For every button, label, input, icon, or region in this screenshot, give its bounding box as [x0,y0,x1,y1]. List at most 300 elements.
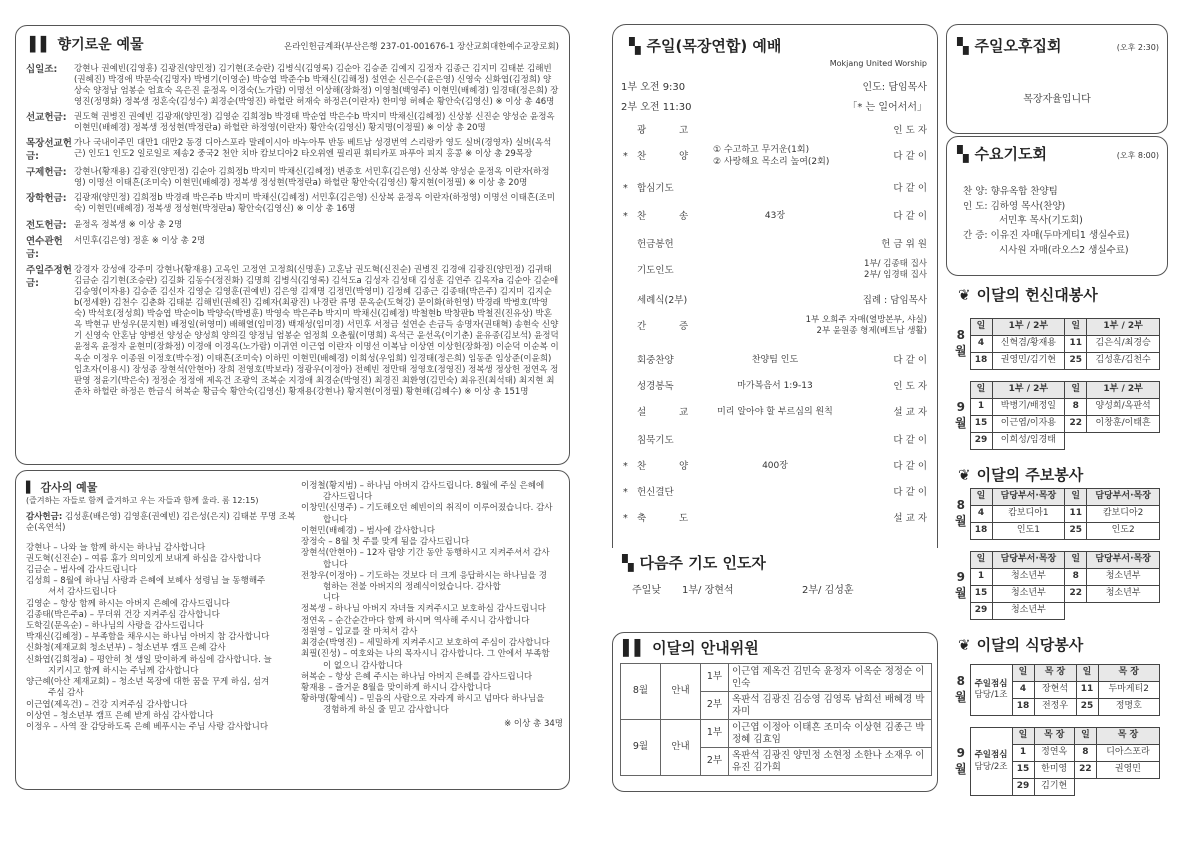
dining-title: ❦ 이달의 식당봉사 [958,636,1084,654]
program-leader: 다 같 이 [893,487,927,498]
name-cell: 청소년부 [992,603,1065,620]
thanks-line: 장정숙 – 8월 첫 주를 맞게 됨을 감사드립니다 [301,537,470,548]
standing-mark: * [623,183,628,194]
thanks-line: 이정철(황지범) – 하나님 아버지 감사드립니다. 8월에 주실 은혜에 [301,481,545,491]
thanks-line: 최경순(박영진) – 세밀하게 지켜주시고 보호하여 주심이 감사합니다 [301,638,550,649]
program-item: 세례식(2부) [637,295,688,306]
table-head-cell: 목 장 [1034,728,1074,745]
program-item-2: 양 [679,461,689,472]
program-row [621,355,929,371]
bars-icon: ▌ [26,481,35,494]
thanks-line: 합니다 [323,559,348,570]
program-item: 찬 [637,151,647,162]
thanks-line: 지키시고 함께 하시는 주님께 감사합니다 [48,665,199,676]
thanks-line: 전창우(이정아) – 기도하는 것보다 더 크게 응답하시는 하나님을 경 [301,570,547,581]
thanks-line: 황하명(황예식) – 믿음의 사람으로 자라게 하시고 넘마다 하나님을 [301,694,545,705]
day-cell: 15 [970,586,992,603]
usher-part: 2부 [701,748,729,776]
wednesday-section [946,136,1168,276]
offering-row [26,64,559,108]
dining-group-assign: 담당/2조 [974,761,1008,772]
thanks-line: 이근엽(제옥건) – 건강 지켜주심 감사합니다 [26,699,188,710]
program-leader: 집례 : 담임목사 [862,295,927,306]
table-head-cell: 1부 / 2부 [1087,382,1160,399]
worship-s2-note: 「* 는 일어서서」 [847,102,927,113]
program-item: 광 [637,125,647,136]
table-header [952,665,1160,682]
wednesday-line: 인 도: 김하영 목사(찬양) [963,200,1066,212]
thanks-line: 감사드립니다 [323,492,373,503]
bulletin-section [946,452,1168,628]
table-head-cell: 일 [970,382,992,399]
thanks-line: 니다 [323,593,340,604]
thanks-line: 신화청(제재교회 청소년부) – 청소년부 캠프 은혜 감사 [26,643,226,654]
program-row [621,145,929,167]
usher-names: 옥판석 김광진 김승영 김영록 남희선 배혜경 박자미 [729,692,932,720]
name-cell: 양성희/옥판석 [1087,399,1160,416]
offering-row-names: 강경자 강성애 강주미 강현나(황재용) 고옥인 고정연 고정희(신명훈) 고혼남 권도혁(신진순) 권병진 김경애 김광진(양민정) 김귀태 김금순 김기현(조승란) 김길화 김동수(정진화) 김명희 김병식(김영록) 김석도a 김성자 김성태 김성훈 김연주 김옥자a 김순아 김순애 김승영(이자용) 김승준 김신자 김영순 김영훈(권예빈) 김은영 김재명 김정민(박영미) 김정혜 김종근 김종태(박은주) 김지미 김지순b(정세환) 김천수 김춘화 김태분 김해빈(권혜진) 김혜자(최광진) 나경란 류명 문옥순(도혁강) 문이화(하헌영) 박경래 박병호(박영숙) 박석호(정성희) 박승엽 박순이b 박양숙(박병훈) 박영숙 박은주b 박지미 박채신(김혜정) 박철현b 박창판b 박철진(진유상) 박혼옥 박현규 반성우(문지현) 배정일(허영미) 배해열(임미경) 백재성(임미경) 서민후 서정금 설연순 손금득 송명자(권태혁) 송현숙 신양기 신영숙 안혼남 양병선 양성순 양성희 양의길 양정님 엄봉순 엄정희 오춘월(이명희) 옥석근 윤선옥(이기춘) 윤유종(김보석) 윤정덕 윤정옥 윤정자 윤현미(장화정) 이경애 이경옥(노가람) 이귀연 이근엽 이란자 이명선 이복남 이상연 이상헌(장화정) 이순덕 이순복 이옥순 이정우 이종원 이정호(박수정) 이태흔(조미숙) 이하민 이현민(배혜경) 이희성(우임희) 임경태(정은희) 임동준 임상준(이윤희) 임초자(이용시) 장성종 장현석(안현아) 장희 전영호(박보라) 정광우(이정아) 전혜빈 정만태 정영호(정영진) 정복생 정상헌 정연옥 정판영 정윤기(박은숙) 정정순 정정애 제옥건 조광익 조복순 지경애 최경순(박영진) 최경진 최환영(김민숙) 최유진(최석태) 최지현 최준차 하헐란 하정은 한금식 허복순 황금숙 황안숙(김영신) 황재용(강현나) 황지현(이정필) 황현해(김혜수) ※ 이상 총 151명 [74,265,559,397]
dedication-table-aug [952,318,1160,370]
day-cell: 18 [1012,699,1034,716]
offering-row-names: 가나 국내이주민 대만1 대만2 동경 디아스포라 말레이시아 바누아투 반동 베트남 성경번역 스리랑카 영도 실버(경영자) 실버(옥석근) 인도1 인도2 일로일로 제송2 중국2 천안 치바 캄보디아2 타오위엔 필리핀 휘티카포 파푸아 피지 홍콩 ※ 이상 총 29목장 [74,138,552,160]
day-cell: 25 [1065,353,1087,370]
offering-row-names: 강현나(황재용) 김광진(양민정) 김순아 김희정b 박지미 박채신(김혜정) 변종호 서민후(김은영) 신상복 양성순 윤정옥 이란자(하정영) 이명선 이태흔(조미숙) 이현민(배혜경) 정복생 정성현(박정란a) 하헐란 황안숙(김영신) 황지현(이정필) ※ 이상 총 20명 [74,167,550,189]
program-item: 합심기도 [637,183,674,194]
afternoon-title: ▚ 주일오후집회 [957,37,1062,55]
name-cell [1087,603,1160,620]
name-cell [1087,433,1160,450]
program-item: 헌금봉헌 [637,239,674,250]
thanks-line: 신화엽(김희정a) – 평안히 첫 생일 맞이하게 하심에 감사합니다. 늘 [26,654,272,665]
table-head-cell: 1부 / 2부 [992,382,1065,399]
offering-account: 온라인헌금계좌(부산은행 237-01-001676-1 장산교회대한예수교장로회) [284,42,559,52]
day-cell: 8 [1065,569,1087,586]
thanks-line: 셔서 감사드립니다 [48,587,117,598]
offering-row-label: 장학헌금: [26,193,67,205]
thanks-line: 황재용 – 즐거운 8월을 맞이하게 하시니 감사합니다 [301,682,492,693]
table-head-cell: 일 [1076,665,1098,682]
table-header [952,319,1160,336]
program-detail: ① 수고하고 무거운(1회) ② 사랑해요 목소리 높여(2회) [713,145,830,167]
usher-part: 1부 [701,720,729,748]
usher-part: 1부 [701,664,729,692]
table-head-cell: 1부 / 2부 [992,319,1065,336]
name-cell: 김은식/최경승 [1087,336,1160,353]
worship-s1-leader: 인도: 담임목사 [862,82,927,93]
table-head-cell: 일 [1065,382,1087,399]
thanks-line: 양근혜(아산 제재교회) – 청소년 목장에 대한 꿈을 꾸게 하심, 섬겨 [26,677,270,688]
table-head-cell: 일 [1065,319,1087,336]
standing-mark: * [623,513,628,524]
thanks-col-2 [301,481,563,730]
wednesday-line: 찬 양: 향유옥합 찬양팀 [963,186,1058,197]
usher-role: 안내 [661,720,701,776]
day-cell: 29 [1012,779,1034,796]
thanks-line: 이상연 – 청소년부 캠프 은혜 받게 하심 감사합니다 [26,710,214,721]
day-cell [1065,433,1087,450]
name-cell: 청소년부 [1087,586,1160,603]
name-cell: 권영민 [1096,762,1159,779]
standing-mark: * [623,211,628,222]
thanks-line: 도학길(문옥순) – 하나님의 사랑을 감사드립니다 [26,621,204,632]
pin-icon: ❦ [958,636,971,654]
program-detail: 400장 [762,461,788,471]
pin-icon: ❦ [958,466,971,484]
program-item-2: 송 [679,211,689,222]
usher-names: 옥판석 김광진 양민정 소현정 소한나 소재우 이유진 김가희 [729,748,932,776]
program-row [621,487,929,503]
day-cell: 18 [970,523,992,540]
standing-mark: * [623,151,628,162]
name-cell: 권영민/김기현 [992,353,1065,370]
dining-group-name: 주일점심 [974,678,1008,689]
program-leader: 1부/ 김종태 집사 2부/ 임경태 집사 [864,259,927,280]
dining-group-name: 주일점심 [974,750,1008,761]
next-prayer-label: 주일낮 [632,585,661,596]
worship-title: ▚ 주일(목장연합) 예배 [629,37,782,55]
offering-row-label: 연수관헌금: [26,236,63,260]
program-leader: 다 같 이 [893,183,927,194]
thanks-list-2 [301,481,563,717]
usher-part: 2부 [701,692,729,720]
program-row [621,407,929,423]
day-cell: 25 [1076,699,1098,716]
bars-icon: ▌▌ [30,37,52,53]
thanks-line: 김금순 – 범사에 감사드립니다 [26,564,137,575]
name-cell: 인도2 [1087,523,1160,540]
program-item: 기도인도 [637,265,674,276]
thanks-line: 김영순 – 항상 함께 하시는 아버지 은혜에 감사드립니다 [26,598,230,609]
program-leader: 헌 금 위 원 [881,239,927,250]
program-detail: 마가복음서 1:9-13 [737,381,813,391]
program-leader: 인 도 자 [893,381,927,392]
bullet-icon: ▚ [629,37,641,55]
program-leader: 1부 오희주 자매(열방본부, 샤실) 2부 윤원종 형제(베트남 생활) [805,315,927,336]
program-leader: 다 같 이 [893,461,927,472]
program-row [621,259,929,281]
day-cell: 15 [1012,762,1034,779]
program-detail: 43장 [764,211,786,221]
thanks-title: ▌ 감사의 예물 [26,481,98,494]
table-row [952,416,1160,433]
thanks-line: 김종태(박은주a) – 무더위 건강 지켜주심 감사합니다 [26,609,220,620]
dining-group-assign: 담당/1조 [974,690,1008,700]
pin-icon: ❦ [958,286,971,304]
program-row [621,435,929,451]
day-cell: 22 [1065,586,1087,603]
program-detail: 미리 알아야 할 부르심의 원칙 [717,407,833,417]
table-head-cell: 목 장 [1098,665,1160,682]
next-prayer-1: 1부/ 장현석 [682,585,734,596]
bulletin-table-aug [952,488,1160,540]
offering-row-names: 김광재(양민정) 김희정b 박경래 박은주b 박지미 박채신(김혜정) 서민후(김은영) 신상복 윤정옥 이란자(하정영) 이명선 이태흔(조미숙) 이현민(배혜경) 정복생 정성현(박정란a) 황안숙(김영신) ※ 이상 총 16명 [74,193,555,215]
afternoon-text: 목장자율입니다 [1023,94,1091,105]
dedication-section [946,276,1168,452]
day-cell [1074,779,1096,796]
table-header [952,728,1160,745]
program-leader: 다 같 이 [893,435,927,446]
day-cell: 15 [970,416,992,433]
thanks-line: 박재신(김혜정) – 부족함을 채우시는 하나님 아버지 참 감사합니다 [26,632,270,643]
table-head-cell: 일 [970,319,992,336]
offering-row [26,220,559,233]
table-head-cell: 목 장 [1034,665,1076,682]
table-head-cell: 일 [1074,728,1096,745]
next-prayer-title: ▚ 다음주 기도 인도자 [622,554,766,572]
thanks-line: 주심 감사 [48,688,84,699]
table-header [952,382,1160,399]
thanks-line: 정연옥 – 순간순간마다 함께 하시며 역사해 주시니 감사합니다 [301,615,530,626]
afternoon-section [946,24,1168,134]
program-item: 헌신결단 [637,487,674,498]
program-item-2: 양 [679,151,689,162]
month-label: 8월 [952,319,970,370]
thanks-line: 정원영 – 입교를 잘 마쳐서 감사 [301,626,418,637]
next-prayer-2: 2부/ 김성훈 [802,585,854,596]
worship-section [612,24,938,569]
day-cell: 4 [970,336,992,353]
table-row [952,603,1160,620]
program-item-2: 교 [679,407,689,418]
wednesday-line: 시사원 자매(라오스2 생실수료) [999,244,1129,256]
afternoon-time: (오후 2:30) [1116,43,1159,52]
thanks-list-1 [26,543,301,734]
usher-row [621,720,932,748]
name-cell: 신혁겸/황재용 [992,336,1065,353]
day-cell [1065,603,1087,620]
dining-group [970,665,1012,716]
thanks-line: 최필(진성) – 여호와는 나의 목자시니 감사합니다. 그 안에서 부족함 [301,649,550,660]
month-label: 8월 [952,665,970,716]
day-cell: 1 [1012,745,1034,762]
wednesday-line: 서민후 목사(기도회) [999,215,1083,227]
thanks-line: 험하는 전불 아버지의 정례식이었습니다. 감사합 [323,581,501,592]
program-item: 찬 [637,461,647,472]
worship-s2-time: 2부 오전 11:30 [621,102,692,113]
month-label: 8월 [952,489,970,540]
day-cell: 8 [1074,745,1096,762]
bullet-icon: ▚ [622,554,634,572]
name-cell: 이창훈/이태흔 [1087,416,1160,433]
thanks-section [15,470,570,790]
ushers-title: ▌▌ 이달의 안내위원 [623,639,759,657]
table-head-cell: 일 [970,489,992,506]
name-cell: 디아스포라 [1096,745,1159,762]
table-head-cell: 목 장 [1096,728,1159,745]
month-label: 9월 [952,552,970,620]
bulletin-table-sep [952,551,1160,620]
program-row [621,513,929,529]
name-cell: 장현석 [1034,682,1076,699]
thanks-line: 장현석(안현아) – 12자 람양 기간 동안 동행하시고 지켜주셔서 감사 [301,548,550,559]
program-row [621,315,929,337]
name-cell [1096,779,1159,796]
name-cell: 청소년부 [1087,569,1160,586]
bars-icon: ▌▌ [623,639,647,657]
usher-row [621,664,932,692]
program-item: 설 [637,407,647,418]
table-row [952,399,1160,416]
program-leader: 다 같 이 [893,151,927,162]
usher-role: 안내 [661,664,701,720]
thanks-line: 이현민(배혜경) – 범사에 감사합니다 [301,525,435,536]
day-cell: 29 [970,603,992,620]
thanks-sub-text: 김성훈(배은영) 김영훈(권예빈) 김은성(은지) 김태분 무명 조복순(옥연석) [26,512,296,534]
table-header [952,489,1160,506]
day-cell: 25 [1065,523,1087,540]
wednesday-lines [963,185,1129,259]
program-row [621,183,929,199]
table-row [952,506,1160,523]
day-cell: 22 [1065,416,1087,433]
day-cell: 8 [1065,399,1087,416]
table-head-cell: 일 [1065,489,1087,506]
usher-names: 이근엽 이정아 이태흔 조미숙 이상현 김종근 박정혜 김효임 [729,720,932,748]
table-head-cell: 1부 / 2부 [1087,319,1160,336]
ushers-section [612,632,938,792]
offering-row-names: 권도혁 권병진 권예빈 김광재(양민정) 김영순 김희정b 박경태 박순엽 박은수b 박지미 박채신(김혜정) 신상봉 신진순 양성순 윤정옥 이현민(배혜경) 정복생 정성현(박정란a) 하헐란 하정영(이란자) 황안숙(김영신) 황지명(이정필) ※ 이상 총 20명 [74,112,555,134]
table-row [952,336,1160,353]
program-leader: 설 교 자 [893,513,927,524]
table-row [952,353,1160,370]
bullet-icon: ▚ [957,37,969,55]
program-item: 축 [637,513,647,524]
day-cell: 18 [970,353,992,370]
offering-row-names: 강현나 권예빈(김영흥) 김광진(양민정) 김기현(조승란) 김병식(김영록) 김순아 김승준 김예지 김정자 김종근 김지미 김태분 김해빈(권혜진) 박경애 박문숙(김명자) 박병기(이영순) 박승엽 박준수b 박채신(김해정) 설연순 신은수(윤은영) 신영숙 신화엽(김정희) 양상숙 양정남 엄봉순 엄효숙 옥은진 윤정옥 이경숙(노가람) 이명선 이상해(장화정) 이영철(백영주) 이현민(배혜경) 임경태(정은희) 장영진(정명화) 정복생 정혼숙(김성수) 최경순(박영진) 하헐란 허재숙 하정은(이란자) 한미영 허혜순 황안숙(김영신) ※ 이상 총 46명 [74,64,559,108]
wednesday-title: ▚ 수요기도회 [957,145,1047,163]
offering-row [26,236,559,261]
name-cell: 김기현 [1034,779,1074,796]
name-cell: 박병기/배정일 [992,399,1065,416]
usher-month: 9월 [621,720,661,776]
day-cell: 11 [1076,682,1098,699]
program-row [621,295,929,311]
dining-table-sep [952,727,1160,796]
name-cell: 캄보디아2 [1087,506,1160,523]
program-detail: 찬양팀 인도 [751,355,799,365]
thanks-line: 강현나 – 나와 늘 함께 하시는 하나님 감사합니다 [26,542,206,553]
table-header [952,552,1160,569]
offering-row-label: 선교헌금: [26,112,67,124]
name-cell: 두마게티2 [1098,682,1160,699]
program-item: 성경봉독 [637,381,674,392]
name-cell: 정명호 [1098,699,1160,716]
offering-list [26,64,559,402]
day-cell: 4 [970,506,992,523]
program-leader: 인 도 자 [893,125,927,136]
usher-month: 8월 [621,664,661,720]
name-cell: 청소년부 [992,586,1065,603]
thanks-line: 이정우 – 사역 잘 감당하도록 은혜 베푸시는 주님 사랑 감사합니다 [26,722,269,732]
name-cell: 청소년부 [992,569,1065,586]
offering-row [26,167,559,189]
month-label: 9월 [952,728,970,796]
thanks-line: 합니다 [323,514,348,525]
table-head-cell: 일 [1012,728,1034,745]
thanks-line: 경험하게 하실 줄 믿고 감사합니다 [323,705,449,716]
program-item-2: 도 [679,513,689,524]
worship-s1-time: 1부 오전 9:30 [621,82,686,93]
offering-row-names: 윤정옥 정복생 ※ 이상 총 2명 [74,219,183,230]
table-head-cell: 담당부서·목장 [1087,489,1160,506]
day-cell: 11 [1065,506,1087,523]
program-leader: 다 같 이 [893,355,927,366]
program-leader: 설 교 자 [893,407,927,418]
day-cell: 29 [970,433,992,450]
program-row [621,381,929,397]
next-prayer-section [612,548,938,634]
thanks-total: ※ 이상 총 34명 [504,718,563,729]
program-leader: 다 같 이 [893,211,927,222]
thanks-line: 김성희 – 8월에 하나님 사랑과 은혜에 보혜사 성령님 늘 동행해주 [26,576,266,587]
table-head-cell: 일 [970,552,992,569]
table-head-cell: 일 [1065,552,1087,569]
table-head-cell: 담당부서·목장 [992,489,1065,506]
dining-group [970,728,1012,796]
day-cell: 11 [1065,336,1087,353]
program-item: 간 [637,321,647,332]
dining-section [946,628,1168,796]
offering-row-label: 목장선교헌금: [26,138,72,162]
table-row [952,586,1160,603]
name-cell: 전정우 [1034,699,1076,716]
offering-row-label: 구제헌금: [26,167,67,179]
offering-row-names: 서민후(김은영) 정훈 ※ 이상 총 2명 [74,236,206,247]
thanks-line: 권도혁(신진순) – 여름 휴가 의미있게 보내게 하심을 감사합니다 [26,553,262,564]
offering-row [26,265,559,398]
dedication-table-sep [952,381,1160,450]
thanks-col-1 [26,481,301,733]
table-row [952,523,1160,540]
wednesday-line: 간 증: 이유진 자매(두마게티1 생실수료) [963,230,1130,242]
table-row [952,569,1160,586]
name-cell: 이희성/임경태 [992,433,1065,450]
offering-row-label: 전도헌금: [26,219,67,231]
program-item: 침묵기도 [637,435,674,446]
thanks-line: 이 없으니 감사합니다 [323,660,403,671]
program-item-2: 증 [679,321,689,332]
month-label: 9월 [952,382,970,450]
offering-row [26,138,559,163]
table-head-cell: 담당부서·목장 [992,552,1065,569]
thanks-line: 허복순 – 항상 은혜 주시는 하나님 아버지 은혜를 감사드립니다 [301,671,533,682]
worship-subtitle: Mokjang United Worship [829,59,927,68]
standing-mark: * [623,461,628,472]
name-cell: 정연옥 [1034,745,1074,762]
bullet-icon: ▚ [957,145,969,163]
thanks-line: 이창민(신명주) – 기도해오던 혜빈이의 취직이 이루어졌습니다. 감사 [301,503,553,514]
table-head-cell: 일 [1012,665,1034,682]
day-cell: 1 [970,569,992,586]
standing-mark: * [623,487,628,498]
program-row [621,239,929,255]
wednesday-time: (오후 8:00) [1116,151,1159,160]
offering-row [26,193,559,215]
name-cell: 한미영 [1034,762,1074,779]
ushers-table [620,663,932,776]
offering-row [26,112,559,134]
table-head-cell: 담당부서·목장 [1087,552,1160,569]
day-cell: 1 [970,399,992,416]
dining-table-aug [952,664,1160,716]
dedication-title: ❦ 이달의 헌신대봉사 [958,286,1098,304]
name-cell: 캄보디아1 [992,506,1065,523]
thanks-line: 정복생 – 하나님 아버지 자녀들 지켜주시고 보호하심 감사드립니다 [301,604,546,615]
thanks-sub-label: 감사헌금: [26,512,63,523]
program-row [621,211,929,227]
bulletin-title: ❦ 이달의 주보봉사 [958,466,1084,484]
name-cell: 김성훈/김천수 [1087,353,1160,370]
